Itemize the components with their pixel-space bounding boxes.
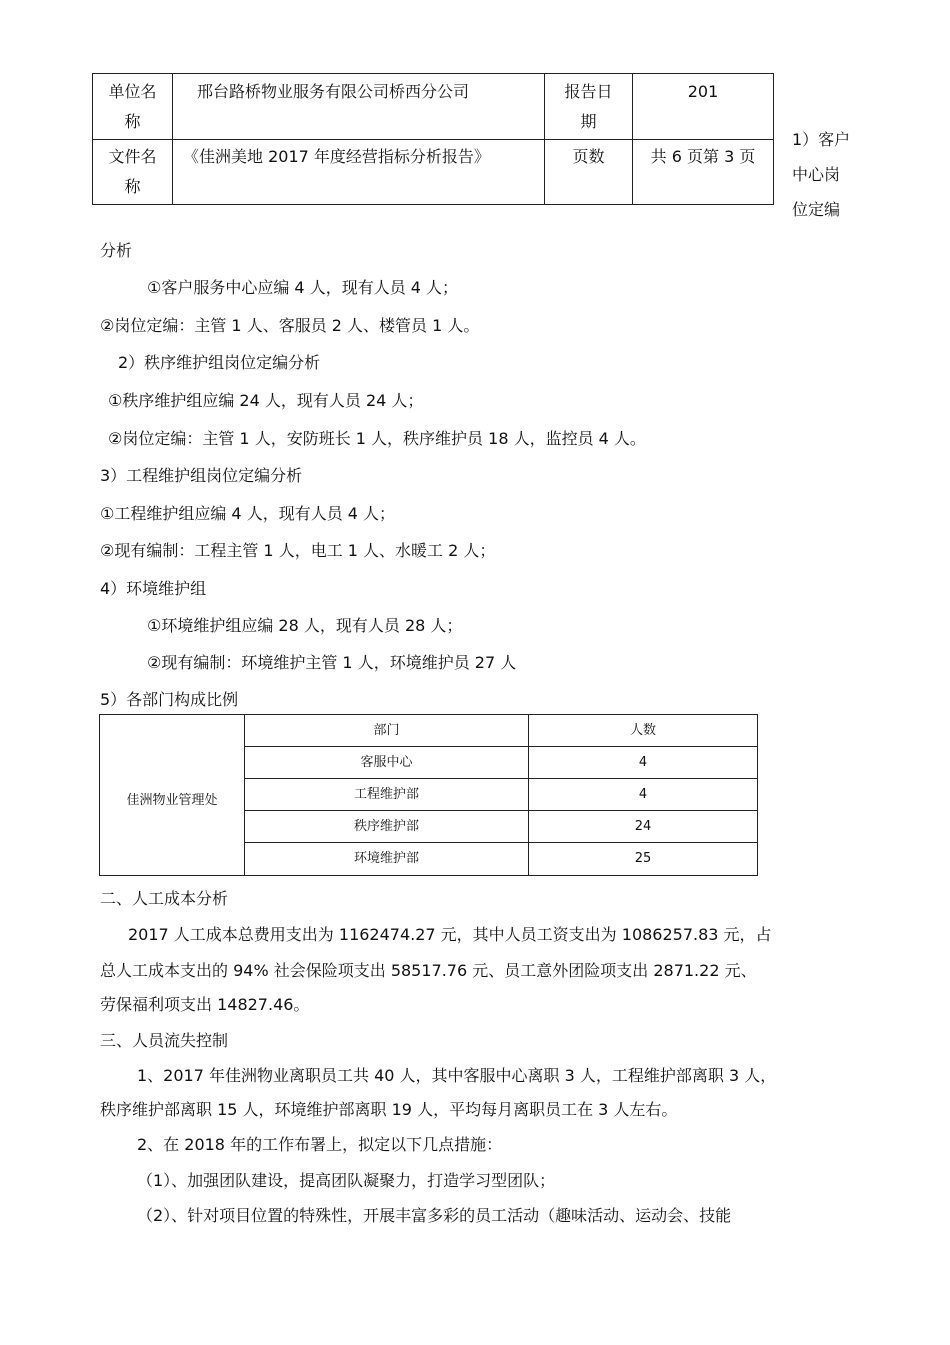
table-row — [245, 779, 757, 811]
dept-cell: 环境维护部 — [245, 843, 529, 875]
header-table — [92, 73, 774, 205]
section3-measure-1: （1）、加强团队建设，提高团队凝聚力，打造学习型团队； — [137, 1171, 556, 1190]
line-order-positions: ②岗位定编：主管 1 人，安防班长 1 人，秩序维护员 18 人，监控员 4 人。 — [108, 429, 646, 448]
department-table — [99, 714, 758, 876]
file-value: 《佳洲美地 2017 年度经营指标分析报告》 — [173, 139, 545, 204]
unit-value: 邢台路桥物业服务有限公司桥西分公司 — [173, 74, 545, 139]
col-header-dept: 部门 — [245, 715, 529, 746]
header-row-unit — [93, 74, 773, 140]
section3-para-line2: 秩序维护部离职 15 人，环境维护部离职 19 人，平均每月离职员工在 3 人左右。 — [100, 1100, 678, 1119]
line-engineering-quota: ①工程维护组应编 4 人，现有人员 4 人； — [100, 504, 396, 523]
line-order-quota: ①秩序维护组应编 24 人，现有人员 24 人； — [108, 391, 424, 410]
date-label: 报告日 期 — [545, 74, 633, 139]
header-row-file — [93, 139, 773, 204]
section2-para-line1: 2017 人工成本总费用支出为 1162474.27 元，其中人员工资支出为 1086257.83 元，占 — [128, 925, 772, 944]
count-cell: 24 — [634, 819, 652, 834]
section3-measure-2: （2）、针对项目位置的特殊性，开展丰富多彩的员工活动（趣味活动、运动会、技能 — [137, 1206, 732, 1225]
col-header-count: 人数 — [629, 723, 656, 738]
pages-value: 共 6 页第 3 页 — [650, 147, 756, 166]
count-cell: 4 — [638, 755, 648, 770]
dept-cell: 工程维护部 — [245, 779, 529, 810]
count-cell: 25 — [634, 851, 652, 866]
file-label: 文件名 称 — [93, 139, 173, 204]
section3-para-line1: 1、2017 年佳洲物业离职员工共 40 人，其中客服中心离职 3 人，工程维护部离职 3 人， — [137, 1066, 777, 1085]
dept-cell: 秩序维护部 — [245, 811, 529, 842]
pages-label: 页数 — [545, 139, 633, 204]
dept-cell: 客服中心 — [245, 747, 529, 778]
section3-measures-intro: 2、在 2018 年的工作布署上，拟定以下几点措施： — [137, 1135, 503, 1154]
table-row — [245, 843, 757, 875]
side-note: 1）客户 中心岗 位定编 — [792, 130, 851, 219]
section2-para-line3: 劳保福利项支出 14827.46。 — [100, 995, 310, 1014]
line-environment-quota: ①环境维护组应编 28 人，现有人员 28 人； — [147, 616, 463, 635]
line-customer-quota: ①客户服务中心应编 4 人，现有人员 4 人； — [147, 278, 459, 297]
section2-para-line2: 总人工成本支出的 94% 社会保险项支出 58517.76 元、员工意外团险项支出 2871.22 元、 — [100, 961, 757, 980]
line-ratio-heading: 5）各部门构成比例 — [100, 690, 239, 709]
line-environment-positions: ②现有编制：环境维护主管 1 人，环境维护员 27 人 — [147, 653, 517, 672]
line-engineering-positions: ②现有编制：工程主管 1 人，电工 1 人、水暖工 2 人； — [100, 541, 496, 560]
line-order-heading: 2）秩序维护组岗位定编分析 — [118, 353, 321, 372]
section3-title: 三、人员流失控制 — [100, 1031, 229, 1050]
table-row — [245, 811, 757, 843]
line-customer-positions: ②岗位定编：主管 1 人、客服员 2 人、楼管员 1 人。 — [100, 316, 480, 335]
line-engineering-heading: 3）工程维护组岗位定编分析 — [100, 466, 303, 485]
section2-title: 二、人工成本分析 — [100, 889, 229, 908]
date-value: 201 — [687, 82, 719, 101]
line-analysis: 分析 — [100, 241, 133, 260]
group-cell: 佳洲物业管理处 — [100, 715, 245, 875]
table-row — [245, 747, 757, 779]
table-header-row — [245, 715, 757, 747]
count-cell: 4 — [638, 787, 648, 802]
unit-label: 单位名 称 — [93, 74, 173, 139]
line-environment-heading: 4）环境维护组 — [100, 579, 207, 598]
